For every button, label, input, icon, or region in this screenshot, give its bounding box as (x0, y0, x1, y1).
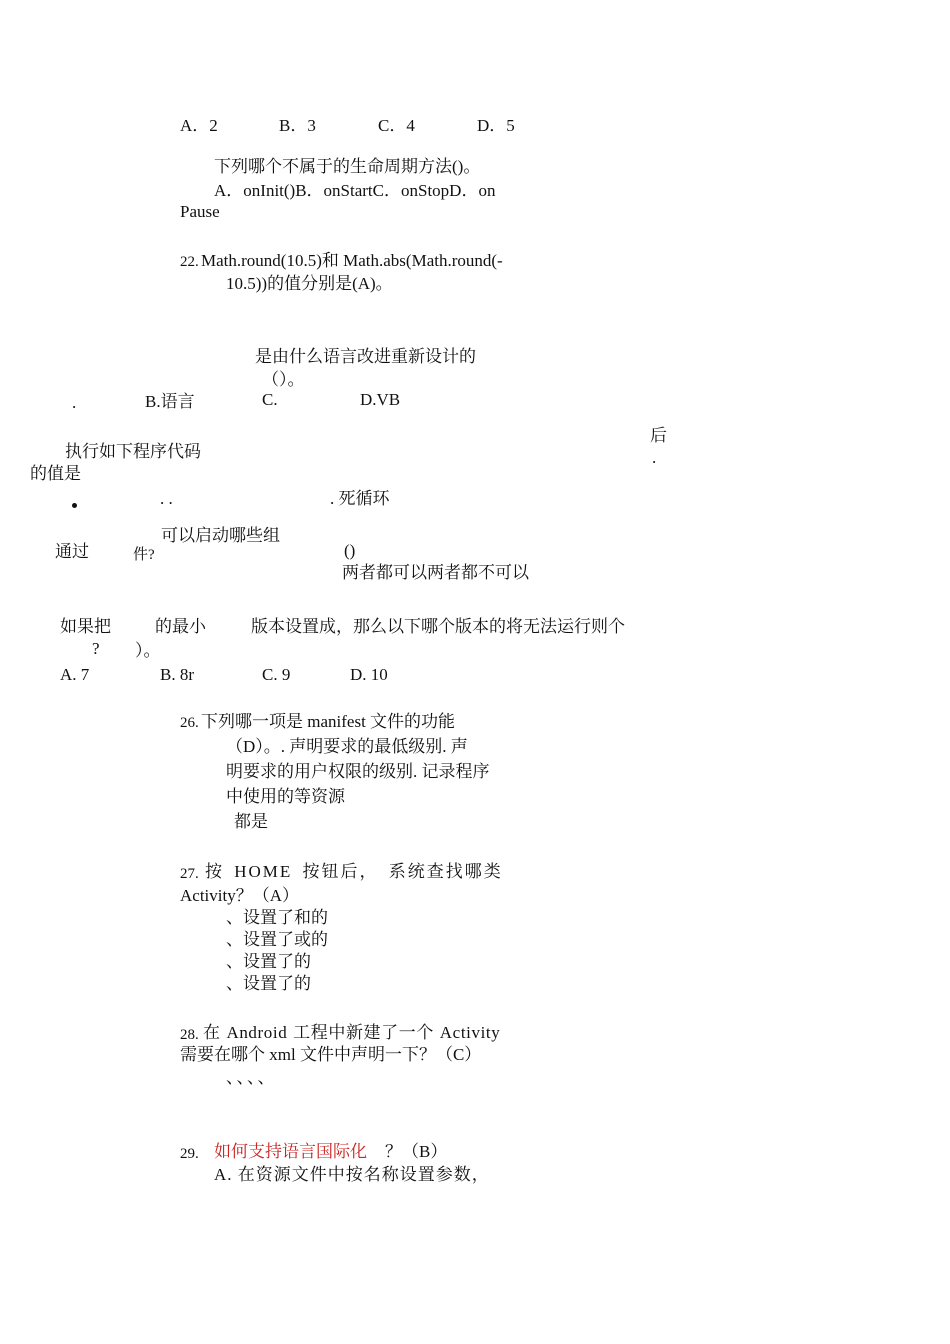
question-text: 按 HOME 按钮后， 系统查找哪类 (205, 862, 503, 881)
option-b: . . (160, 489, 173, 508)
question-text: 在 Android 工程中新建了一个 Activity (203, 1023, 501, 1042)
question-text-continued: 需要在哪个 xml 文件中声明一下？（C） (180, 1045, 482, 1064)
question-lead: 通过 (55, 542, 89, 561)
question-text-line5: 都是 (234, 812, 268, 831)
option-c: C. (262, 390, 278, 409)
question-text-continued: （）。 (262, 370, 305, 389)
question-number: 22. (180, 254, 199, 270)
question-text-close: ）。 (135, 641, 161, 660)
question-options-continued: Pause (180, 202, 220, 221)
question-paren: () (344, 541, 356, 560)
option-c: C. 9 (262, 665, 291, 684)
question-text-right: 后 (650, 426, 667, 445)
question-text-part3: 版本设置成，那么以下哪个版本的将无法运行则个 (251, 617, 625, 636)
question-options: A．onInit()B．onStartC．onStopD．on (214, 181, 496, 200)
option-a: A．2 (180, 116, 218, 135)
question-number: 29. (180, 1146, 199, 1162)
question-text-continued: 10.5))的值分别是(A)。 (226, 274, 393, 293)
option-a: A. 在资源文件中按名称设置参数， (214, 1165, 490, 1184)
option-d: D. 10 (350, 665, 388, 684)
option-b: B．3 (279, 116, 316, 135)
question-answer: ？（B） (385, 1142, 448, 1161)
question-text-continued: 的值是 (30, 464, 81, 483)
bullet-icon (72, 503, 77, 508)
option-d: D．5 (477, 116, 515, 135)
option-a: A. 7 (60, 665, 90, 684)
option-d: D.VB (360, 390, 401, 409)
question-text-mark: ? (92, 639, 100, 658)
question-options: 、、、、 (226, 1068, 277, 1087)
option-2: 、设置了或的 (226, 930, 328, 949)
question-text: 下列哪个不属于的生命周期方法()。 (214, 157, 481, 176)
question-text: 下列哪一项是 manifest 文件的功能 (201, 712, 456, 731)
question-text-line2: （D）。. 声明要求的最低级别. 声 (226, 737, 468, 756)
question-text: 可以启动哪些组 (161, 526, 280, 545)
question-number: 26. (180, 715, 199, 731)
question-title: 如何支持语言国际化 (214, 1142, 367, 1161)
option-b: B.语言 (145, 392, 195, 411)
question-text: 是由什么语言改进重新设计的 (255, 347, 476, 366)
question-text-part2: 的最小 (155, 617, 206, 636)
question-text: 执行如下程序代码 (65, 442, 201, 461)
question-text-line3: 明要求的用户权限的级别. 记录程序 (226, 762, 490, 781)
question-text-continued: Activity？（A） (180, 886, 299, 905)
question-options: 两者都可以两者都不可以 (342, 563, 529, 582)
question-text-right-dot: . (652, 448, 657, 467)
option-b: B. 8r (160, 665, 194, 684)
question-text-continued: 件? (133, 547, 155, 562)
option-3: 、设置了的 (226, 952, 311, 971)
option-d: . 死循环 (330, 489, 390, 508)
option-a: . (72, 393, 77, 412)
question-number: 27. (180, 866, 199, 882)
option-c: C．4 (378, 116, 415, 135)
question-number: 28. (180, 1027, 199, 1043)
question-text-line4: 中使用的等资源 (226, 787, 345, 806)
question-text-part1: 如果把 (60, 617, 111, 636)
question-text: Math.round(10.5)和 Math.abs(Math.round(- (201, 251, 503, 270)
option-4: 、设置了的 (226, 974, 311, 993)
option-1: 、设置了和的 (226, 908, 328, 927)
